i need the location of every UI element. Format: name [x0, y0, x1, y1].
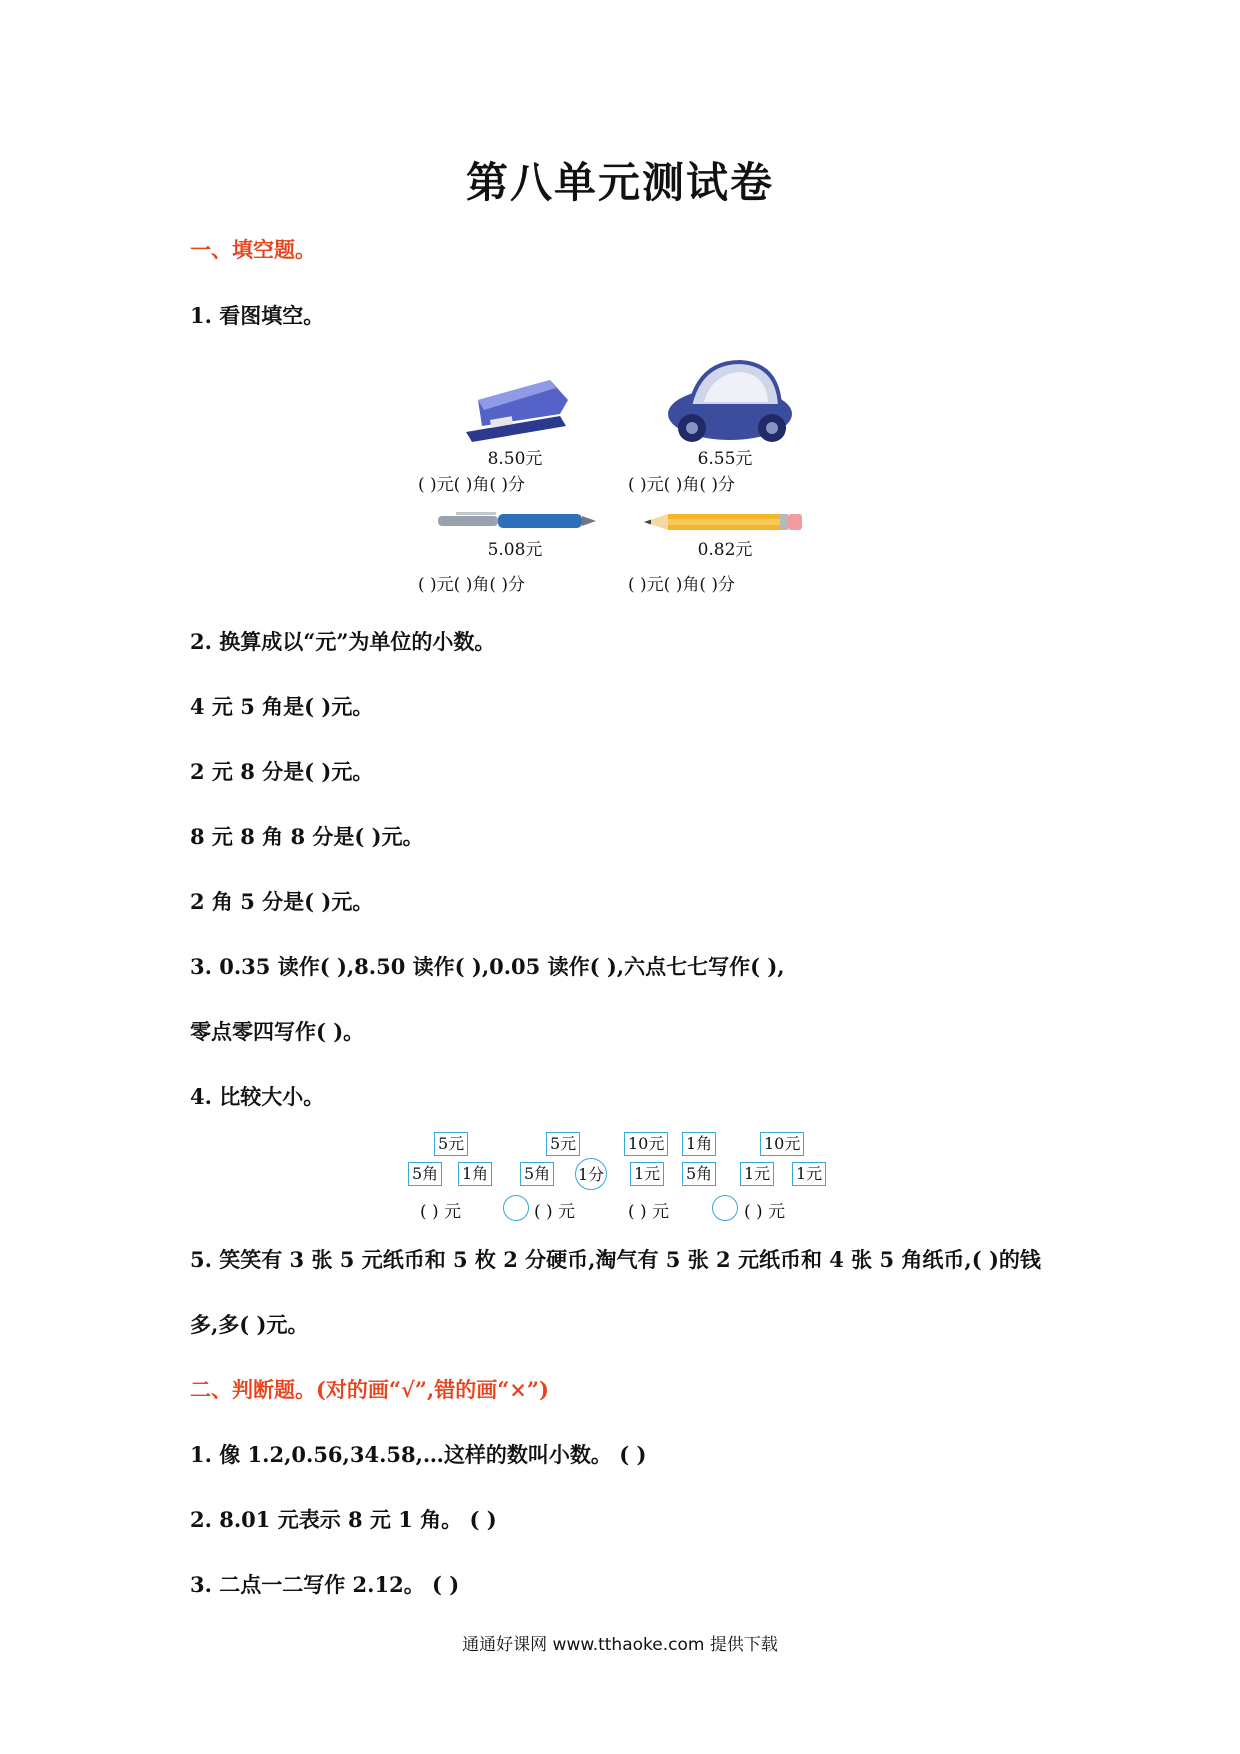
money-1-yuan: 1元	[740, 1162, 774, 1186]
money-5-yuan: 5元	[434, 1132, 468, 1156]
pen-image	[436, 510, 598, 532]
page-title: 第八单元测试卷	[465, 158, 774, 207]
compare-circle-1[interactable]	[503, 1195, 529, 1221]
compare-blank-1: ( ) 元	[420, 1202, 462, 1222]
money-1-jiao: 1角	[458, 1162, 492, 1186]
toy-car-image	[660, 356, 800, 448]
money-10-yuan: 10元	[760, 1132, 804, 1156]
money-5-jiao: 5角	[682, 1162, 716, 1186]
blank-pen: ( )元( )角( )分	[418, 575, 526, 595]
pencil-image	[642, 510, 804, 534]
compare-circle-2[interactable]	[712, 1195, 738, 1221]
blank-pencil: ( )元( )角( )分	[628, 575, 736, 595]
money-1-yuan: 1元	[630, 1162, 664, 1186]
section-1-heading: 一、填空题。	[190, 237, 316, 262]
stapler-image	[460, 370, 570, 445]
compare-blank-2: ( ) 元	[534, 1202, 576, 1222]
price-pen: 5.08元	[487, 540, 543, 560]
question-5-line-2: 多,多( )元。	[190, 1312, 309, 1337]
question-3-line-2: 零点零四写作( )。	[190, 1019, 365, 1044]
question-2-line-3: 8 元 8 角 8 分是( )元。	[190, 824, 424, 849]
question-2-text: 2. 换算成以“元”为单位的小数。	[190, 629, 496, 654]
question-2-line-1: 4 元 5 角是( )元。	[190, 694, 374, 719]
question-2-line-2: 2 元 8 分是( )元。	[190, 759, 374, 784]
question-4-text: 4. 比较大小。	[190, 1084, 325, 1109]
money-5-jiao: 5角	[520, 1162, 554, 1186]
judge-item-1: 1. 像 1.2,0.56,34.58,…这样的数叫小数。 ( )	[190, 1442, 647, 1467]
coin-1-fen-label: 1分	[578, 1165, 605, 1184]
money-5-jiao: 5角	[408, 1162, 442, 1186]
price-pencil: 0.82元	[697, 540, 753, 560]
judge-item-3: 3. 二点一二写作 2.12。 ( )	[190, 1572, 460, 1597]
money-10-yuan: 10元	[624, 1132, 668, 1156]
question-1-text: 1. 看图填空。	[190, 303, 325, 328]
money-5-yuan: 5元	[546, 1132, 580, 1156]
blank-stapler: ( )元( )角( )分	[418, 475, 526, 495]
price-car: 6.55元	[697, 449, 753, 469]
question-3-line-1: 3. 0.35 读作( ),8.50 读作( ),0.05 读作( ),六点七七写作( ),	[190, 954, 785, 979]
question-2-line-4: 2 角 5 分是( )元。	[190, 889, 374, 914]
footer-note: 通通好课网 www.tthaoke.com 提供下载	[462, 1635, 778, 1655]
money-1-yuan: 1元	[792, 1162, 826, 1186]
price-stapler: 8.50元	[487, 449, 543, 469]
compare-blank-4: ( ) 元	[744, 1202, 786, 1222]
money-1-jiao: 1角	[682, 1132, 716, 1156]
section-2-heading: 二、判断题。(对的画“√”,错的画“×”)	[190, 1377, 549, 1402]
judge-item-2: 2. 8.01 元表示 8 元 1 角。 ( )	[190, 1507, 497, 1532]
compare-blank-3: ( ) 元	[628, 1202, 670, 1222]
blank-car: ( )元( )角( )分	[628, 475, 736, 495]
question-5-line-1: 5. 笑笑有 3 张 5 元纸币和 5 枚 2 分硬币,淘气有 5 张 2 元纸币和 4 张 5 角纸币,( )的钱	[190, 1247, 1041, 1272]
